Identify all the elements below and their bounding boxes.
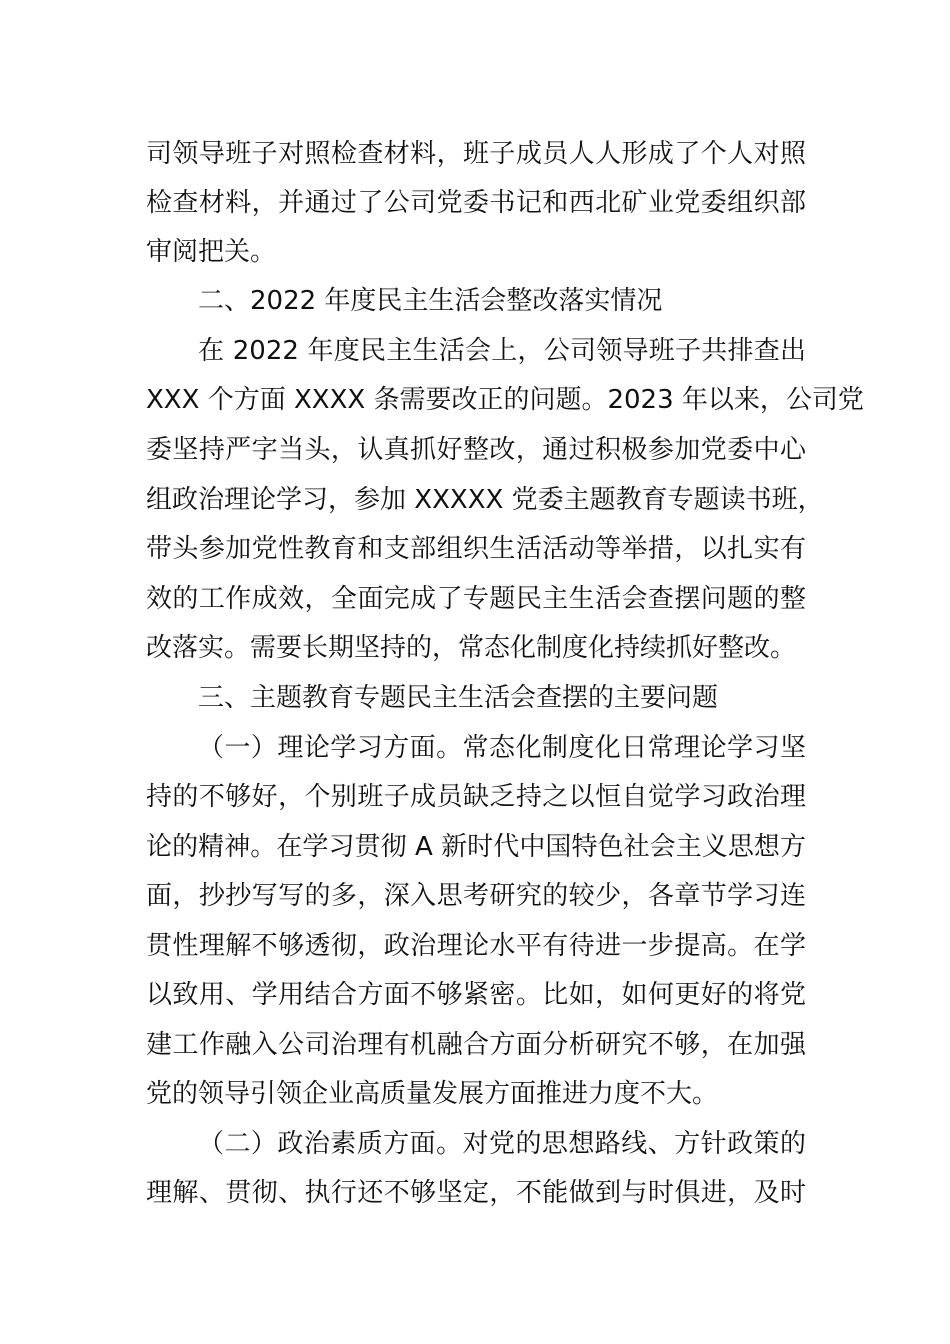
paragraph-line: 以致用、学用结合方面不够紧密。比如，如何更好的将党 bbox=[146, 980, 806, 1010]
paragraph-line: 党的领导引领企业高质量发展方面推进力度不大。 bbox=[146, 1079, 719, 1109]
section-heading-3: 三、主题教育专题民主生活会查摆的主要问题 bbox=[198, 683, 719, 713]
paragraph-line: 改落实。需要长期坚持的，常态化制度化持续抓好整改。 bbox=[146, 633, 797, 663]
paragraph-line: （二）政治素质方面。对党的思想路线、方针政策的 bbox=[198, 1129, 806, 1159]
paragraph-line: 委坚持严字当头，认真抓好整改，通过积极参加党委中心 bbox=[146, 435, 806, 465]
paragraph-line: 理解、贯彻、执行还不够坚定，不能做到与时俱进，及时 bbox=[146, 1178, 806, 1208]
paragraph-line: 带头参加党性教育和支部组织生活活动等举措，以扎实有 bbox=[146, 534, 806, 564]
paragraph-line: 审阅把关。 bbox=[146, 237, 277, 267]
paragraph-line: 在 2022 年度民主生活会上，公司领导班子共排查出 bbox=[198, 336, 806, 366]
section-heading-2: 二、2022 年度民主生活会整改落实情况 bbox=[198, 286, 663, 316]
paragraph-line: 司领导班子对照检查材料，班子成员人人形成了个人对照 bbox=[146, 139, 806, 169]
paragraph-line: 组政治理论学习，参加 XXXXX 党委主题教育专题读书班， bbox=[146, 485, 824, 515]
paragraph-line: （一）理论学习方面。常态化制度化日常理论学习坚 bbox=[198, 733, 806, 763]
paragraph-line: 建工作融入公司治理有机融合方面分析研究不够，在加强 bbox=[146, 1030, 806, 1060]
paragraph-line: 持的不够好，个别班子成员缺乏持之以恒自觉学习政治理 bbox=[146, 782, 806, 812]
paragraph-line: 面，抄抄写写的多，深入思考研究的较少，各章节学习连 bbox=[146, 881, 806, 911]
paragraph-line: 贯性理解不够透彻，政治理论水平有待进一步提高。在学 bbox=[146, 931, 806, 961]
paragraph-line: 效的工作成效，全面完成了专题民主生活会查摆问题的整 bbox=[146, 584, 806, 614]
paragraph-line: XXX 个方面 XXXX 条需要改正的问题。2023 年以来，公司党 bbox=[146, 385, 864, 415]
paragraph-line: 检查材料，并通过了公司党委书记和西北矿业党委组织部 bbox=[146, 188, 806, 218]
paragraph-line: 论的精神。在学习贯彻 A 新时代中国特色社会主义思想方 bbox=[146, 832, 806, 862]
